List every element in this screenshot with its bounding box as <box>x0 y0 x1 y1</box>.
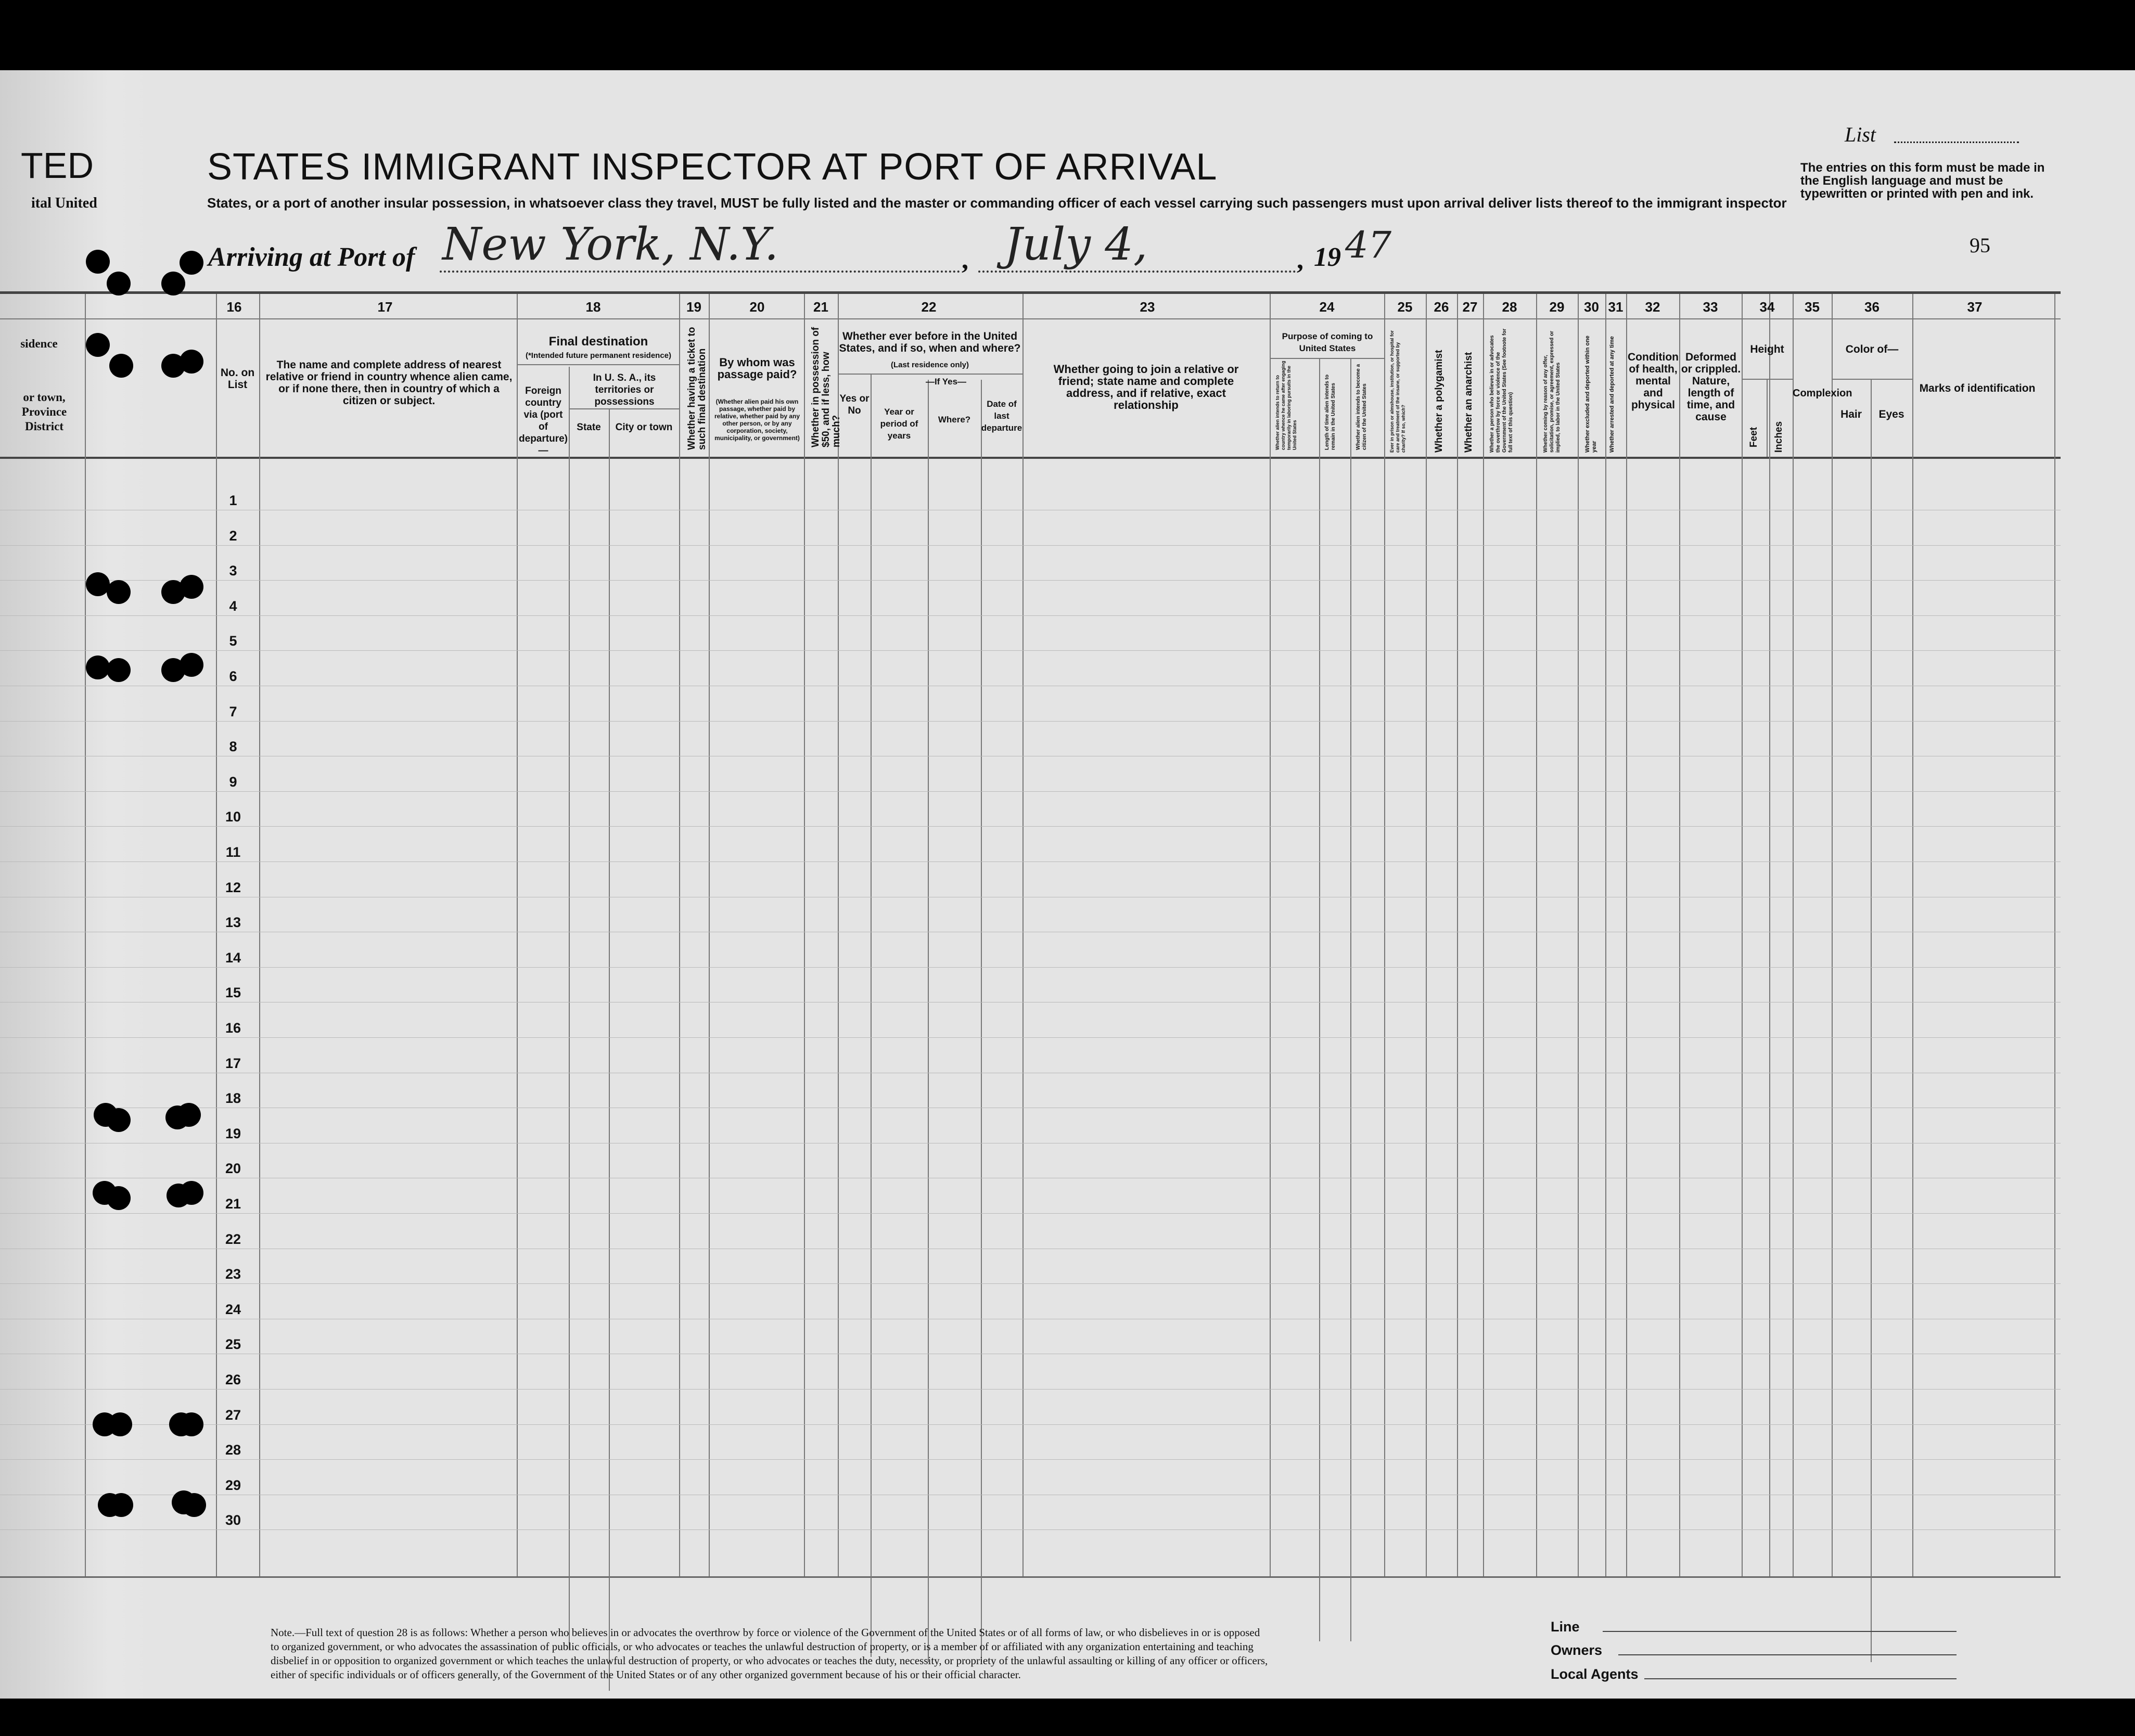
header-color-of: Color of— <box>1845 343 1899 355</box>
punch-hole <box>180 1412 203 1436</box>
punch-hole <box>107 1186 131 1210</box>
row-rule <box>0 861 2061 862</box>
row-number: 22 <box>225 1231 241 1247</box>
header-excluded: Whether excluded and deported within one year <box>1584 336 1597 453</box>
row-number: 7 <box>229 704 237 719</box>
punch-hole <box>180 653 203 677</box>
col-num-30: 30 <box>1584 299 1599 315</box>
col-line <box>1350 359 1351 1641</box>
footnote-question-28: Note.—Full text of question 28 is as follows: Whether a person who believes in or advocates the overthrow by force or violence of the Government of the United States or of all forms of law, or who disbelieves in or is opposed to organized government, or who advocates the assassination of public officials, or who advocates or teaches the unlawful destruction of property, or is a member of or affiliated with any organization entertaining and teaching disbelief in or opposition to organized government or which teaches the unlawful destruction of property, or who advocates or teaches the duty, necessity, or propriety of the unlawful assaulting or killing of any officer or officers, either of specific individuals or of officers generally, of the Government of the United States or of any other organized government because of his or their official character. <box>271 1626 1268 1681</box>
header-purpose-return: Whether alien intends to return to country whence he came after engaging temporarily in laboring pursuits in the United States <box>1275 361 1297 450</box>
punch-hole <box>107 1108 131 1132</box>
row-number: 29 <box>225 1477 241 1493</box>
col-line <box>2054 294 2055 1576</box>
col-line <box>928 380 929 1662</box>
col-num-21: 21 <box>813 299 828 315</box>
punch-hole <box>161 272 185 295</box>
row-number: 11 <box>225 844 241 860</box>
row-number: 27 <box>225 1407 241 1423</box>
arriving-label: Arriving at Port of <box>208 242 415 272</box>
header-eyes: Eyes <box>1878 408 1904 420</box>
row-number: 14 <box>225 950 241 966</box>
col-line <box>609 408 610 1691</box>
port-handwritten: New York, N.Y. <box>442 218 779 271</box>
punch-hole <box>109 354 133 378</box>
header-inches: Inches <box>1773 421 1784 453</box>
col-num-37: 37 <box>1967 299 1983 315</box>
row-number: 26 <box>225 1372 241 1387</box>
col-line <box>1912 294 1913 1576</box>
row-rule <box>0 1424 2061 1425</box>
color-subrule <box>1832 379 1912 380</box>
table-header-rule <box>0 457 2061 459</box>
year-handwritten: 47 <box>1345 224 1392 266</box>
col-num-19: 19 <box>686 299 701 315</box>
local-agents-field <box>1644 1678 1957 1679</box>
header-height: Height <box>1750 343 1784 355</box>
owners-label: Owners <box>1551 1642 1603 1658</box>
col-line <box>1319 359 1320 1641</box>
line-field <box>1603 1631 1957 1632</box>
purpose-subrule <box>1270 358 1384 359</box>
row-rule <box>0 721 2061 722</box>
row-number: 24 <box>225 1302 241 1317</box>
row-rule <box>0 1037 2061 1038</box>
header-if-yes: —If Yes— <box>925 377 967 387</box>
col-num-36: 36 <box>1864 299 1880 315</box>
col-line <box>1457 294 1458 1576</box>
row-number: 10 <box>225 809 241 825</box>
header-health: Condition of health, mental and physical <box>1628 351 1679 411</box>
height-divider <box>1767 380 1768 457</box>
header-marks: Marks of identification <box>1919 382 2036 394</box>
header-possession-50: Whether in possession of $50, and if less, how much? <box>810 327 842 447</box>
header-anarchist: Whether an anarchist <box>1463 352 1474 453</box>
row-rule <box>0 791 2061 792</box>
col-line <box>871 375 872 1657</box>
row-number: 9 <box>229 774 237 790</box>
punch-hole <box>180 1181 203 1205</box>
row-number: 20 <box>225 1161 241 1176</box>
header-arrested: Whether arrested and deported at any time <box>1609 336 1615 453</box>
usa-subrule <box>569 408 679 409</box>
col-line <box>679 294 680 1576</box>
col-line <box>1022 294 1024 1576</box>
col-num-32: 32 <box>1645 299 1660 315</box>
row-rule <box>0 1213 2061 1214</box>
row-number: 3 <box>229 563 237 578</box>
header-final-destination: Final destination <box>548 335 648 349</box>
col-num-31: 31 <box>1608 299 1623 315</box>
row-rule <box>0 1283 2061 1284</box>
col-line <box>838 294 839 1576</box>
row-number: 18 <box>225 1090 241 1106</box>
punch-hole <box>180 575 203 599</box>
date-handwritten: July 4, <box>1004 218 1148 271</box>
left-page-fragment-sub: ital United <box>31 195 97 211</box>
col-line <box>1832 294 1833 1576</box>
punch-hole <box>86 250 110 274</box>
header-in-usa: In U. S. A., its territories or possessions <box>593 372 656 407</box>
punch-hole <box>180 251 203 275</box>
punch-hole <box>107 272 131 295</box>
form-instructions: The entries on this form must be made in the English language and must be typewritten or printed with pen and ink. <box>1800 161 2045 201</box>
header-passage-paid-note: (Whether alien paid his own passage, whether paid by relative, whether paid by any other person, or by any corporation, society, municipality, or government) <box>714 398 800 442</box>
header-purpose-length: Length of time alien intends to remain in the United States <box>1324 375 1336 450</box>
col-line <box>259 294 260 1576</box>
row-rule <box>0 1529 2061 1530</box>
col-line <box>1536 294 1537 1576</box>
header-ever-before-us: Whether ever before in the United States, and if so, when and where? <box>839 330 1021 354</box>
ever-subrule <box>839 374 1022 375</box>
col-num-24: 24 <box>1319 299 1335 315</box>
header-where: Where? <box>938 415 971 425</box>
row-number: 19 <box>225 1126 241 1141</box>
punch-hole <box>86 333 110 357</box>
col-line <box>709 294 710 1576</box>
col-num-34: 34 <box>1759 299 1775 315</box>
header-offer-labor: Whether coming by reason of any offer, solicitation, promise, or agreement, expressed or implied, to labor in the United States <box>1543 331 1561 453</box>
header-passage-paid: By whom was passage paid? <box>717 356 797 381</box>
row-number: 15 <box>225 985 241 1000</box>
header-final-destination-note: (*Intended future permanent residence) <box>525 351 672 360</box>
form-title: STATES IMMIGRANT INSPECTOR AT PORT OF ARRIVAL <box>207 146 1218 188</box>
header-foreign-country: Foreign country via (port of departure)— <box>519 385 568 456</box>
row-number: 12 <box>225 880 241 895</box>
header-yes-no: Yes or No <box>839 393 870 416</box>
col-num-20: 20 <box>749 299 765 315</box>
col-line <box>1605 294 1606 1576</box>
col-num-33: 33 <box>1703 299 1718 315</box>
row-rule <box>0 545 2061 546</box>
list-field <box>1894 142 2019 143</box>
header-ticket: Whether having a ticket to such final destination <box>686 327 708 450</box>
col-line <box>1871 380 1872 1662</box>
table-bottom-rule <box>0 1576 2061 1578</box>
header-deformed: Deformed or crippled. Nature, length of time, and cause <box>1681 351 1741 423</box>
col-num-29: 29 <box>1549 299 1565 315</box>
col-line <box>1384 294 1385 1576</box>
col-line <box>1626 294 1627 1576</box>
header-complexion: Complexion <box>1793 388 1852 399</box>
left-residence-header: sidence <box>20 337 58 350</box>
port-line <box>440 271 960 273</box>
col-num-16: 16 <box>226 299 242 315</box>
header-feet: Feet <box>1748 427 1759 447</box>
punch-hole <box>108 1412 132 1436</box>
row-number: 4 <box>229 598 237 614</box>
col-line <box>216 294 217 1576</box>
row-number: 1 <box>229 493 237 508</box>
row-rule <box>0 1459 2061 1460</box>
comma: , <box>962 245 968 275</box>
row-number: 5 <box>229 633 237 649</box>
col-line <box>1270 294 1271 1576</box>
header-polygamist: Whether a polygamist <box>1434 350 1444 453</box>
owners-field <box>1618 1654 1957 1655</box>
col-line <box>1742 294 1743 1576</box>
col-line <box>1679 294 1680 1576</box>
colnum-rule <box>0 318 2061 319</box>
col-line <box>517 294 518 1576</box>
col-num-22: 22 <box>921 299 937 315</box>
col-line <box>1426 294 1427 1576</box>
row-number: 23 <box>225 1266 241 1282</box>
punch-hole <box>107 580 131 604</box>
header-prison: Ever in prison or almshouse, institution, or hospital for care and treatment of the insane, or supported by charity? If so, which? <box>1389 330 1406 453</box>
year-printed: 19 <box>1314 242 1341 272</box>
left-page-fragment-title: TED <box>21 145 94 186</box>
dest-subrule <box>518 364 679 365</box>
row-number: 28 <box>225 1442 241 1458</box>
header-purpose: Purpose of coming to United States <box>1282 331 1373 353</box>
col-line <box>569 367 570 1649</box>
line-label: Line <box>1551 1619 1580 1635</box>
col-num-35: 35 <box>1805 299 1820 315</box>
punch-hole <box>107 658 131 682</box>
header-overthrow: Whether a person who believes in or advocates the overthrow by force or violence of the Government of the United States (See footnote for full text of this question) <box>1489 328 1514 453</box>
header-no-on-list: No. on List <box>220 367 255 391</box>
row-number: 16 <box>225 1020 241 1036</box>
row-number: 8 <box>229 739 237 754</box>
col-line <box>981 380 982 1662</box>
row-number: 30 <box>225 1512 241 1528</box>
punch-hole <box>177 1103 201 1127</box>
row-number: 21 <box>225 1196 241 1212</box>
left-town-header: or town, Province District <box>21 391 67 433</box>
col-num-23: 23 <box>1140 299 1155 315</box>
date-line <box>978 271 1296 273</box>
header-year-period: Year or period of years <box>880 407 918 441</box>
local-agents-label: Local Agents <box>1551 1666 1639 1682</box>
list-label: List <box>1845 123 1876 146</box>
row-rule <box>0 580 2061 581</box>
punch-hole <box>182 1493 206 1517</box>
col-line <box>1483 294 1484 1576</box>
row-rule <box>0 1389 2061 1390</box>
col-num-25: 25 <box>1397 299 1413 315</box>
punch-hole <box>180 350 203 374</box>
header-purpose-citizen: Whether alien intends to become a citizen of the United States <box>1356 364 1367 450</box>
col-line <box>1769 294 1770 1576</box>
header-ever-before-note: (Last residence only) <box>890 361 969 369</box>
row-number: 17 <box>225 1056 241 1071</box>
col-num-27: 27 <box>1462 299 1478 315</box>
row-rule <box>0 967 2061 968</box>
col-num-18: 18 <box>585 299 601 315</box>
col-line <box>85 294 86 1576</box>
col-line <box>1793 294 1794 1576</box>
row-number: 13 <box>225 915 241 930</box>
col-line <box>1578 294 1579 1576</box>
table-top-rule <box>0 291 2061 294</box>
row-rule <box>0 826 2061 827</box>
row-number: 25 <box>225 1336 241 1352</box>
row-rule <box>0 650 2061 651</box>
form-subtitle: States, or a port of another insular possession, in whatsoever class they travel, MUST be fully listed and the master or commanding officer of each vessel carrying such passengers must upon arrival deliver lists thereof to the immigrant inspector <box>207 195 1787 211</box>
header-nearest-relative: The name and complete address of nearest relative or friend in country whence alien came, or if none there, then in country of which a citizen or subject. <box>265 359 513 407</box>
page-number: 95 <box>1970 234 1990 257</box>
header-state: State <box>577 422 601 433</box>
col-num-28: 28 <box>1502 299 1517 315</box>
row-rule <box>0 615 2061 616</box>
header-hair: Hair <box>1840 408 1862 420</box>
header-going-to-join: Whether going to join a relative or friend; state name and complete address, and if relative, exact relationship <box>1053 363 1239 412</box>
punch-hole <box>109 1493 133 1517</box>
col-line <box>804 294 805 1576</box>
row-number: 2 <box>229 528 237 544</box>
col-num-26: 26 <box>1434 299 1449 315</box>
header-date-last-departure: Date of last departure <box>981 399 1022 433</box>
folded-left-page <box>0 70 156 1699</box>
header-city: City or town <box>615 422 673 433</box>
comma: , <box>1297 245 1303 275</box>
col-num-17: 17 <box>377 299 393 315</box>
punch-hole <box>86 655 110 679</box>
row-number: 6 <box>229 668 237 684</box>
